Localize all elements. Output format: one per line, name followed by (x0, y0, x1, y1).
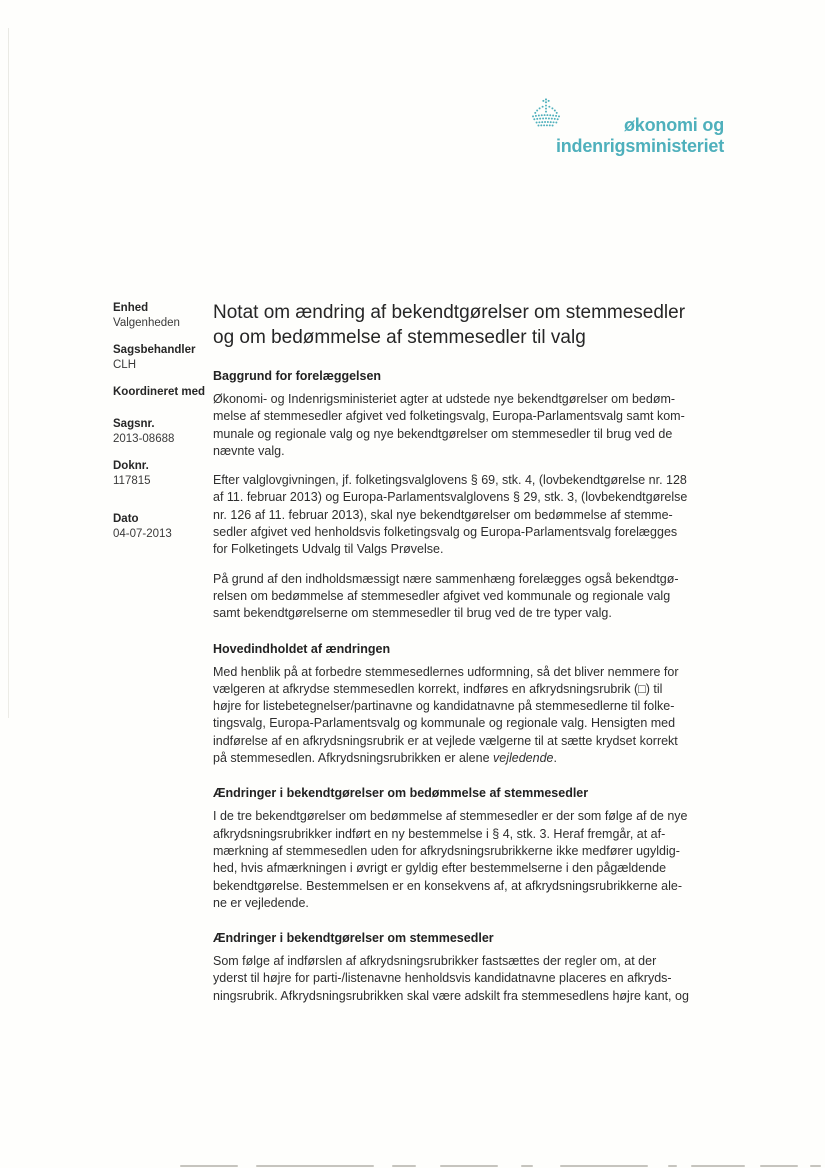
meta-label: Sagsbehandler (113, 344, 196, 356)
meta-doknr (113, 459, 209, 488)
ministry-name-line2: indenrigsministeriet (555, 136, 724, 156)
meta-value: 2013-08688 (113, 433, 175, 445)
meta-value: Valgenheden (113, 317, 180, 329)
meta-label: Sagsnr. (113, 418, 155, 430)
section-heading-hovedindholdet: Hovedindholdet af ændringen (213, 641, 391, 656)
meta-value: CLH (113, 359, 137, 371)
ministry-logo (530, 102, 724, 157)
meta-sagsnr (113, 417, 209, 446)
ministry-name-line1: økonomi og (624, 115, 724, 135)
meta-value: 04-07-2013 (113, 528, 172, 540)
meta-label: Dato (113, 513, 139, 525)
paragraph: På grund af den indholdsmæssigt nære sammenhæng forelægges også bekendtgø- relsen om bedømmelse af stemmesedler afgivet ved kommunale og regionale valg samt bekendtgørelserne om stemmesedler til brug ved de tre typer valg. (213, 571, 679, 621)
paragraph: Med henblik på at forbedre stemmesedlernes udformning, så det bliver nemmere for vælgeren at afkrydse stemmesedlen korrekt, indføres en afkrydsningsrubrik (□) til højre for listebetegnelser/partinavne og kandidatnavne på stemmesedlerne til folke- tingsvalg, Europa-Parlamentsvalg og kommunale og regionale valg. Hensigten med indførelse af en afkrydsningsrubrik er at vejlede vælgerne til at sætte krydset korrekt på stemmesedlen. Afkrydsningsrubrikken er alene vejledende. (213, 664, 679, 766)
document-body (213, 300, 747, 1017)
paragraph: I de tre bekendtgørelser om bedømmelse af stemmesedler er der som følge af de nye afkrydsningsrubrikker indført en ny bestemmelse i § 4, stk. 3. Heraf fremgår, at af- mærkning af stemmesedlen uden for afkrydsningsrubrikkerne ikke medfører ugyldig- hed, hvis afmærkningen i øvrigt er gyldig efter bestemmelserne i den pågældende bekendtgørelse. Bestemmelsen er en konsekvens af, at afkrydsningsrubrikkerne ale- ne er vejledende. (213, 809, 688, 910)
section-heading-baggrund: Baggrund for forelæggelsen (213, 369, 382, 383)
paragraph: Efter valglovgivningen, jf. folketingsvalglovens § 69, stk. 4, (lovbekendtgørelse nr. 128 af 11. februar 2013) og Europa-Parlamentsvalglovens § 29, stk. 3, (lovbekendtgørelse nr. 126 af 11. februar 2013), skal nye bekendtgørelser om bedømmelse af stemme- sedler afgivet ved henholdsvis folketingsvalg og Europa-Parlamentsvalg forelægges for Folketingets Udvalg til Valgs Prøvelse. (213, 473, 688, 557)
document-title: Notat om ændring af bekendtgørelser om stemmesedler og om bedømmelse af stemmesedler til valg (213, 302, 686, 348)
section-heading-aendringer-bedoemmelse: Ændringer i bekendtgørelser om bedømmelse af stemmesedler (213, 786, 589, 801)
meta-koordineret-med (113, 385, 209, 400)
paragraph: Som følge af indførslen af afkrydsningsrubrikker fastsættes der regler om, at der yderst til højre for parti-/listenavne henholdsvis kandidatnavne placeres en afkryds- ningsrubrik. Afkrydsningsrubrikken skal være adskilt fra stemmesedlens højre kant, og (213, 954, 689, 1003)
scan-artifact-bottom-marks (0, 1163, 825, 1168)
meta-value: 117815 (113, 475, 151, 487)
meta-label: Doknr. (113, 460, 149, 472)
crown-icon (530, 98, 562, 136)
meta-label: Koordineret med (113, 386, 206, 398)
meta-dato (113, 512, 209, 541)
section-heading-aendringer-stemmesedler: Ændringer i bekendtgørelser om stemmesedler (213, 931, 494, 946)
meta-enhed (113, 301, 209, 330)
scan-artifact-left-line (8, 28, 9, 718)
document-metadata (113, 301, 209, 554)
meta-sagsbehandler (113, 343, 209, 372)
meta-label: Enhed (113, 302, 149, 314)
paragraph: Økonomi- og Indenrigsministeriet agter at udstede nye bekendtgørelser om bedøm- melse af stemmesedler afgivet ved folketingsvalg, Europa-Parlamentsvalg samt kom- munale og regionale valg og nye bekendtgørelser om stemmesedler til brug ved de nævnte valg. (213, 392, 685, 458)
